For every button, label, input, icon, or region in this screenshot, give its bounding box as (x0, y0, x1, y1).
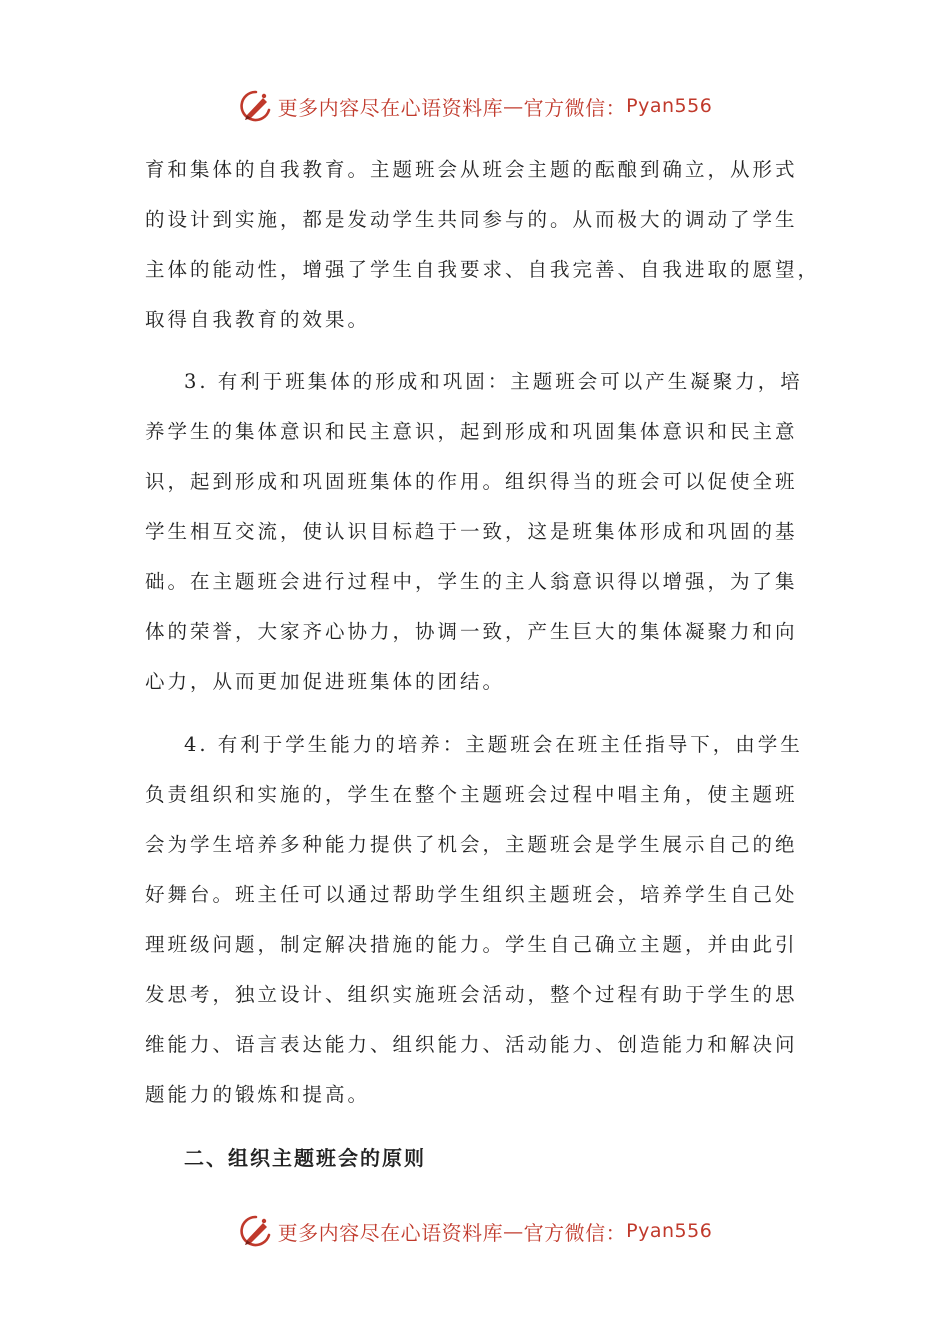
banner-contact-id: Pyan556 (626, 1220, 713, 1242)
footer-banner (0, 1211, 950, 1251)
pen-circle-icon (238, 88, 274, 124)
paragraph-1 (145, 145, 821, 345)
text-line: 题能力的锻炼和提高。 (145, 1083, 371, 1106)
paragraph-3 (145, 720, 813, 1120)
text-line: 识，起到形成和巩固班集体的作用。组织得当的班会可以促使全班 (145, 470, 798, 493)
text-line: 养学生的集体意识和民主意识，起到形成和巩固集体意识和民主意 (145, 420, 798, 443)
text-line: 4. 有利于学生能力的培养：主题班会在班主任指导下，由学生 (184, 733, 803, 756)
text-line: 理班级问题，制定解决措施的能力。学生自己确立主题，并由此引 (145, 933, 798, 956)
banner-contact-label: 官方微信： (523, 1220, 627, 1245)
text-line: 育和集体的自我教育。主题班会从班会主题的酝酿到确立，从形式 (145, 158, 798, 181)
paragraph-2 (145, 357, 813, 707)
header-banner (0, 86, 950, 126)
pen-circle-icon (238, 1213, 274, 1249)
text-line: 学生相互交流，使认识目标趋于一致，这是班集体形成和巩固的基 (145, 520, 798, 543)
banner-slogan: 更多内容尽在心语资料库 (277, 95, 504, 120)
banner-dash: — (503, 1219, 524, 1243)
text-line: 会为学生培养多种能力提供了机会，主题班会是学生展示自己的绝 (145, 833, 798, 856)
text-line: 的设计到实施，都是发动学生共同参与的。从而极大的调动了学生 (145, 208, 798, 231)
text-line: 取得自我教育的效果。 (145, 308, 371, 331)
text-line: 主体的能动性，增强了学生自我要求、自我完善、自我进取的愿望， (145, 258, 821, 281)
section-heading: 二、组织主题班会的原则 (184, 1146, 426, 1170)
text-line: 础。在主题班会进行过程中，学生的主人翁意识得以增强，为了集 (145, 570, 798, 593)
text-line: 3. 有利于班集体的形成和巩固：主题班会可以产生凝聚力，培 (184, 370, 803, 393)
text-line: 心力，从而更加促进班集体的团结。 (145, 670, 506, 693)
text-line: 维能力、语言表达能力、组织能力、活动能力、创造能力和解决问 (145, 1033, 798, 1056)
text-line: 负责组织和实施的，学生在整个主题班会过程中唱主角，使主题班 (145, 783, 798, 806)
banner-dash: — (503, 94, 524, 118)
banner-contact-id: Pyan556 (626, 95, 713, 117)
text-line: 好舞台。班主任可以通过帮助学生组织主题班会，培养学生自己处 (145, 883, 798, 906)
text-line: 发思考，独立设计、组织实施班会活动，整个过程有助于学生的思 (145, 983, 798, 1006)
banner-contact-label: 官方微信： (523, 95, 627, 120)
text-line: 体的荣誉，大家齐心协力，协调一致，产生巨大的集体凝聚力和向 (145, 620, 798, 643)
banner-slogan: 更多内容尽在心语资料库 (277, 1220, 504, 1245)
